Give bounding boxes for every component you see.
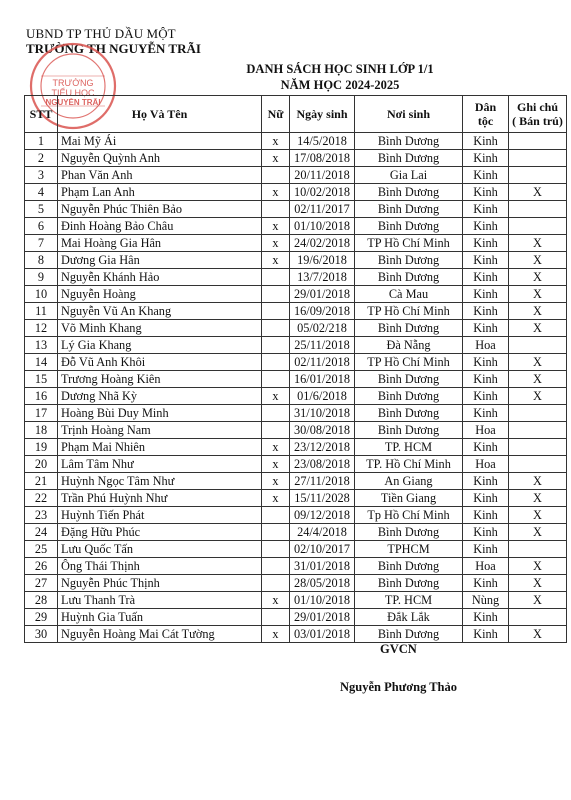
cell-name: Mai Hoàng Gia Hân (58, 235, 262, 252)
table-row (25, 388, 567, 405)
cell-dob: 15/11/2028 (290, 490, 355, 507)
stamp-text-top: TRƯỜNG (52, 78, 94, 88)
cell-birthplace: TP Hồ Chí Minh (355, 303, 463, 320)
table-row (25, 269, 567, 286)
cell-name: Lý Gia Khang (58, 337, 262, 354)
cell-female (262, 201, 290, 218)
cell-stt: 17 (25, 405, 58, 422)
cell-dob: 31/01/2018 (290, 558, 355, 575)
cell-female: x (262, 490, 290, 507)
cell-note: X (509, 303, 567, 320)
table-row (25, 405, 567, 422)
cell-name: Trịnh Hoàng Nam (58, 422, 262, 439)
cell-note (509, 439, 567, 456)
cell-name: Phan Văn Anh (58, 167, 262, 184)
cell-birthplace: TP. Hồ Chí Minh (355, 456, 463, 473)
cell-dob: 20/11/2018 (290, 167, 355, 184)
table-row (25, 609, 567, 626)
cell-note (509, 456, 567, 473)
table-row (25, 456, 567, 473)
cell-birthplace: Bình Dương (355, 524, 463, 541)
cell-birthplace: TP Hồ Chí Minh (355, 235, 463, 252)
cell-dob: 23/08/2018 (290, 456, 355, 473)
org-line-2: TRƯỜNG TH NGUYỄN TRÃI (26, 41, 201, 56)
cell-birthplace: Bình Dương (355, 150, 463, 167)
cell-name: Đinh Hoàng Bảo Châu (58, 218, 262, 235)
cell-ethnicity: Hoa (463, 422, 509, 439)
cell-dob: 09/12/2018 (290, 507, 355, 524)
cell-ethnicity: Kinh (463, 150, 509, 167)
cell-birthplace: Bình Dương (355, 133, 463, 150)
cell-name: Trương Hoàng Kiên (58, 371, 262, 388)
table-row (25, 184, 567, 201)
cell-stt: 7 (25, 235, 58, 252)
col-header-note-line2: ( Bán trú) (512, 114, 563, 128)
cell-ethnicity: Kinh (463, 269, 509, 286)
cell-name: Nguyễn Phúc Thịnh (58, 575, 262, 592)
cell-dob: 14/5/2018 (290, 133, 355, 150)
cell-ethnicity: Nùng (463, 592, 509, 609)
cell-ethnicity: Kinh (463, 405, 509, 422)
table-row (25, 575, 567, 592)
cell-stt: 15 (25, 371, 58, 388)
cell-ethnicity: Kinh (463, 388, 509, 405)
cell-note (509, 201, 567, 218)
cell-stt: 20 (25, 456, 58, 473)
cell-birthplace: TP. HCM (355, 439, 463, 456)
cell-dob: 02/11/2017 (290, 201, 355, 218)
cell-name: Dương Gia Hân (58, 252, 262, 269)
cell-name: Nguyễn Khánh Hảo (58, 269, 262, 286)
cell-name: Phạm Mai Nhiên (58, 439, 262, 456)
footer-signer: Nguyễn Phương Thảo (340, 680, 458, 694)
table-row (25, 303, 567, 320)
cell-name: Huỳnh Ngọc Tâm Như (58, 473, 262, 490)
cell-name: Nguyễn Phúc Thiên Bảo (58, 201, 262, 218)
cell-birthplace: TP. HCM (355, 592, 463, 609)
cell-name: Đỗ Vũ Anh Khôi (58, 354, 262, 371)
table-row (25, 524, 567, 541)
cell-note: X (509, 286, 567, 303)
cell-note: X (509, 235, 567, 252)
table-row (25, 541, 567, 558)
cell-ethnicity: Kinh (463, 303, 509, 320)
cell-ethnicity: Kinh (463, 133, 509, 150)
cell-ethnicity: Hoa (463, 337, 509, 354)
table-row (25, 558, 567, 575)
cell-name: Lâm Tâm Như (58, 456, 262, 473)
cell-stt: 9 (25, 269, 58, 286)
cell-female: x (262, 473, 290, 490)
cell-dob: 10/02/2018 (290, 184, 355, 201)
cell-ethnicity: Hoa (463, 456, 509, 473)
cell-ethnicity: Kinh (463, 609, 509, 626)
cell-ethnicity: Kinh (463, 218, 509, 235)
table-row (25, 286, 567, 303)
cell-stt: 26 (25, 558, 58, 575)
cell-name: Đặng Hữu Phúc (58, 524, 262, 541)
cell-birthplace: Bình Dương (355, 320, 463, 337)
cell-birthplace: Bình Dương (355, 218, 463, 235)
cell-ethnicity: Kinh (463, 286, 509, 303)
stamp-text-mid: TIỂU HỌC (51, 88, 95, 98)
cell-name: Huỳnh Tiến Phát (58, 507, 262, 524)
cell-name: Phạm Lan Anh (58, 184, 262, 201)
table-row (25, 422, 567, 439)
cell-name: Nguyễn Vũ An Khang (58, 303, 262, 320)
cell-note: X (509, 558, 567, 575)
cell-female: x (262, 456, 290, 473)
cell-stt: 19 (25, 439, 58, 456)
cell-dob: 16/01/2018 (290, 371, 355, 388)
cell-female (262, 371, 290, 388)
cell-stt: 3 (25, 167, 58, 184)
cell-female (262, 286, 290, 303)
cell-ethnicity: Kinh (463, 524, 509, 541)
table-row (25, 507, 567, 524)
cell-female (262, 337, 290, 354)
col-header-ethnicity-line1: Dân (474, 100, 497, 114)
cell-stt: 11 (25, 303, 58, 320)
cell-ethnicity: Kinh (463, 575, 509, 592)
cell-female (262, 320, 290, 337)
cell-dob: 24/4/2018 (290, 524, 355, 541)
cell-ethnicity: Kinh (463, 252, 509, 269)
cell-note: X (509, 592, 567, 609)
cell-note: X (509, 252, 567, 269)
footer-role: GVCN (380, 642, 417, 656)
cell-birthplace: TPHCM (355, 541, 463, 558)
cell-note (509, 167, 567, 184)
cell-dob: 16/09/2018 (290, 303, 355, 320)
table-row (25, 473, 567, 490)
cell-birthplace: Bình Dương (355, 201, 463, 218)
cell-note: X (509, 626, 567, 643)
cell-note (509, 405, 567, 422)
cell-dob: 27/11/2018 (290, 473, 355, 490)
cell-name: Ông Thái Thịnh (58, 558, 262, 575)
cell-name: Lưu Thanh Trà (58, 592, 262, 609)
cell-female (262, 609, 290, 626)
cell-birthplace: TP Hồ Chí Minh (355, 354, 463, 371)
cell-birthplace: Bình Dương (355, 405, 463, 422)
cell-female (262, 269, 290, 286)
cell-note (509, 422, 567, 439)
cell-dob: 31/10/2018 (290, 405, 355, 422)
cell-birthplace: Đắk Lắk (355, 609, 463, 626)
cell-birthplace: Bình Dương (355, 558, 463, 575)
cell-dob: 02/10/2017 (290, 541, 355, 558)
cell-note: X (509, 269, 567, 286)
cell-birthplace: Đà Nẵng (355, 337, 463, 354)
cell-note: X (509, 371, 567, 388)
cell-stt: 10 (25, 286, 58, 303)
cell-female (262, 541, 290, 558)
cell-birthplace: Bình Dương (355, 422, 463, 439)
cell-female: x (262, 592, 290, 609)
cell-dob: 28/05/2018 (290, 575, 355, 592)
cell-dob: 23/12/2018 (290, 439, 355, 456)
cell-dob: 05/02/218 (290, 320, 355, 337)
cell-dob: 01/10/2018 (290, 592, 355, 609)
cell-stt: 2 (25, 150, 58, 167)
table-body (25, 133, 567, 643)
cell-name: Nguyễn Hoàng (58, 286, 262, 303)
col-header-ethnicity (463, 96, 509, 133)
col-header-name: Họ Và Tên (58, 96, 262, 133)
cell-female: x (262, 133, 290, 150)
cell-dob: 29/01/2018 (290, 286, 355, 303)
col-header-note-line1: Ghi chú (516, 100, 558, 114)
stamp-text-bottom: NGUYỄN TRÃI (45, 98, 101, 107)
cell-birthplace: An Giang (355, 473, 463, 490)
cell-stt: 14 (25, 354, 58, 371)
cell-note: X (509, 354, 567, 371)
cell-dob: 02/11/2018 (290, 354, 355, 371)
cell-name: Dương Nhã Kỳ (58, 388, 262, 405)
cell-birthplace: Tp Hồ Chí Minh (355, 507, 463, 524)
cell-dob: 24/02/2018 (290, 235, 355, 252)
cell-female (262, 422, 290, 439)
cell-ethnicity: Hoa (463, 558, 509, 575)
cell-female: x (262, 252, 290, 269)
cell-dob: 19/6/2018 (290, 252, 355, 269)
cell-stt: 12 (25, 320, 58, 337)
cell-name: Huỳnh Gia Tuấn (58, 609, 262, 626)
cell-stt: 27 (25, 575, 58, 592)
cell-birthplace: Bình Dương (355, 575, 463, 592)
cell-female: x (262, 184, 290, 201)
col-header-dob: Ngày sinh (290, 96, 355, 133)
cell-ethnicity: Kinh (463, 439, 509, 456)
cell-dob: 13/7/2018 (290, 269, 355, 286)
cell-note (509, 133, 567, 150)
cell-birthplace: Bình Dương (355, 269, 463, 286)
table-row (25, 592, 567, 609)
cell-note: X (509, 320, 567, 337)
cell-birthplace: Bình Dương (355, 371, 463, 388)
cell-dob: 25/11/2018 (290, 337, 355, 354)
cell-note: X (509, 490, 567, 507)
cell-ethnicity: Kinh (463, 184, 509, 201)
table-row (25, 354, 567, 371)
cell-dob: 29/01/2018 (290, 609, 355, 626)
table-row (25, 439, 567, 456)
cell-note (509, 218, 567, 235)
cell-birthplace: Bình Dương (355, 388, 463, 405)
cell-note (509, 609, 567, 626)
cell-stt: 21 (25, 473, 58, 490)
cell-ethnicity: Kinh (463, 626, 509, 643)
cell-ethnicity: Kinh (463, 354, 509, 371)
table-row (25, 371, 567, 388)
cell-ethnicity: Kinh (463, 371, 509, 388)
cell-ethnicity: Kinh (463, 320, 509, 337)
cell-name: Nguyễn Quỳnh Anh (58, 150, 262, 167)
cell-ethnicity: Kinh (463, 541, 509, 558)
cell-ethnicity: Kinh (463, 473, 509, 490)
cell-birthplace: Bình Dương (355, 184, 463, 201)
cell-stt: 5 (25, 201, 58, 218)
org-line-1: UBND TP THỦ DẦU MỘT (26, 26, 176, 41)
cell-female (262, 507, 290, 524)
cell-birthplace: Bình Dương (355, 252, 463, 269)
cell-female (262, 575, 290, 592)
cell-note: X (509, 184, 567, 201)
cell-ethnicity: Kinh (463, 201, 509, 218)
cell-birthplace: Tiền Giang (355, 490, 463, 507)
cell-stt: 25 (25, 541, 58, 558)
cell-name: Võ Minh Khang (58, 320, 262, 337)
cell-female (262, 405, 290, 422)
cell-stt: 13 (25, 337, 58, 354)
table-row (25, 167, 567, 184)
document-title: DANH SÁCH HỌC SINH LỚP 1/1 (246, 62, 434, 76)
cell-birthplace: Gia Lai (355, 167, 463, 184)
cell-female: x (262, 150, 290, 167)
table-row (25, 133, 567, 150)
cell-female: x (262, 439, 290, 456)
cell-female: x (262, 235, 290, 252)
cell-female: x (262, 626, 290, 643)
cell-name: Lưu Quốc Tấn (58, 541, 262, 558)
table-row (25, 320, 567, 337)
cell-female: x (262, 218, 290, 235)
cell-name: Mai Mỹ Ái (58, 133, 262, 150)
cell-note: X (509, 388, 567, 405)
document-subtitle: NĂM HỌC 2024-2025 (280, 78, 400, 92)
student-roster-table (24, 95, 567, 643)
cell-stt: 18 (25, 422, 58, 439)
col-header-ethnicity-line2: tộc (477, 114, 494, 128)
table-row (25, 626, 567, 643)
cell-stt: 16 (25, 388, 58, 405)
cell-dob: 30/08/2018 (290, 422, 355, 439)
table-row (25, 201, 567, 218)
cell-note (509, 541, 567, 558)
cell-female (262, 354, 290, 371)
cell-note: X (509, 507, 567, 524)
cell-female (262, 558, 290, 575)
cell-stt: 4 (25, 184, 58, 201)
cell-dob: 03/01/2018 (290, 626, 355, 643)
cell-name: Nguyễn Hoàng Mai Cát Tường (58, 626, 262, 643)
cell-note (509, 150, 567, 167)
cell-name: Hoàng Bùi Duy Minh (58, 405, 262, 422)
table-row (25, 218, 567, 235)
cell-stt: 24 (25, 524, 58, 541)
cell-dob: 01/6/2018 (290, 388, 355, 405)
cell-ethnicity: Kinh (463, 235, 509, 252)
cell-stt: 23 (25, 507, 58, 524)
cell-ethnicity: Kinh (463, 507, 509, 524)
table-row (25, 490, 567, 507)
cell-female (262, 167, 290, 184)
cell-dob: 01/10/2018 (290, 218, 355, 235)
cell-female: x (262, 388, 290, 405)
cell-stt: 28 (25, 592, 58, 609)
cell-female (262, 303, 290, 320)
cell-stt: 6 (25, 218, 58, 235)
cell-name: Trần Phú Huỳnh Như (58, 490, 262, 507)
cell-dob: 17/08/2018 (290, 150, 355, 167)
cell-stt: 30 (25, 626, 58, 643)
cell-stt: 22 (25, 490, 58, 507)
cell-female (262, 524, 290, 541)
cell-note: X (509, 524, 567, 541)
table-row (25, 252, 567, 269)
col-header-birthplace: Nơi sinh (355, 96, 463, 133)
cell-birthplace: Bình Dương (355, 626, 463, 643)
table-row (25, 337, 567, 354)
table-row (25, 150, 567, 167)
cell-ethnicity: Kinh (463, 167, 509, 184)
cell-stt: 8 (25, 252, 58, 269)
cell-note: X (509, 575, 567, 592)
cell-ethnicity: Kinh (463, 490, 509, 507)
col-header-note (509, 96, 567, 133)
cell-note (509, 337, 567, 354)
cell-note: X (509, 473, 567, 490)
cell-stt: 29 (25, 609, 58, 626)
cell-birthplace: Cà Mau (355, 286, 463, 303)
table-header-row (25, 96, 567, 133)
cell-stt: 1 (25, 133, 58, 150)
col-header-stt: STT (25, 96, 58, 133)
col-header-female: Nữ (262, 96, 290, 133)
table-row (25, 235, 567, 252)
